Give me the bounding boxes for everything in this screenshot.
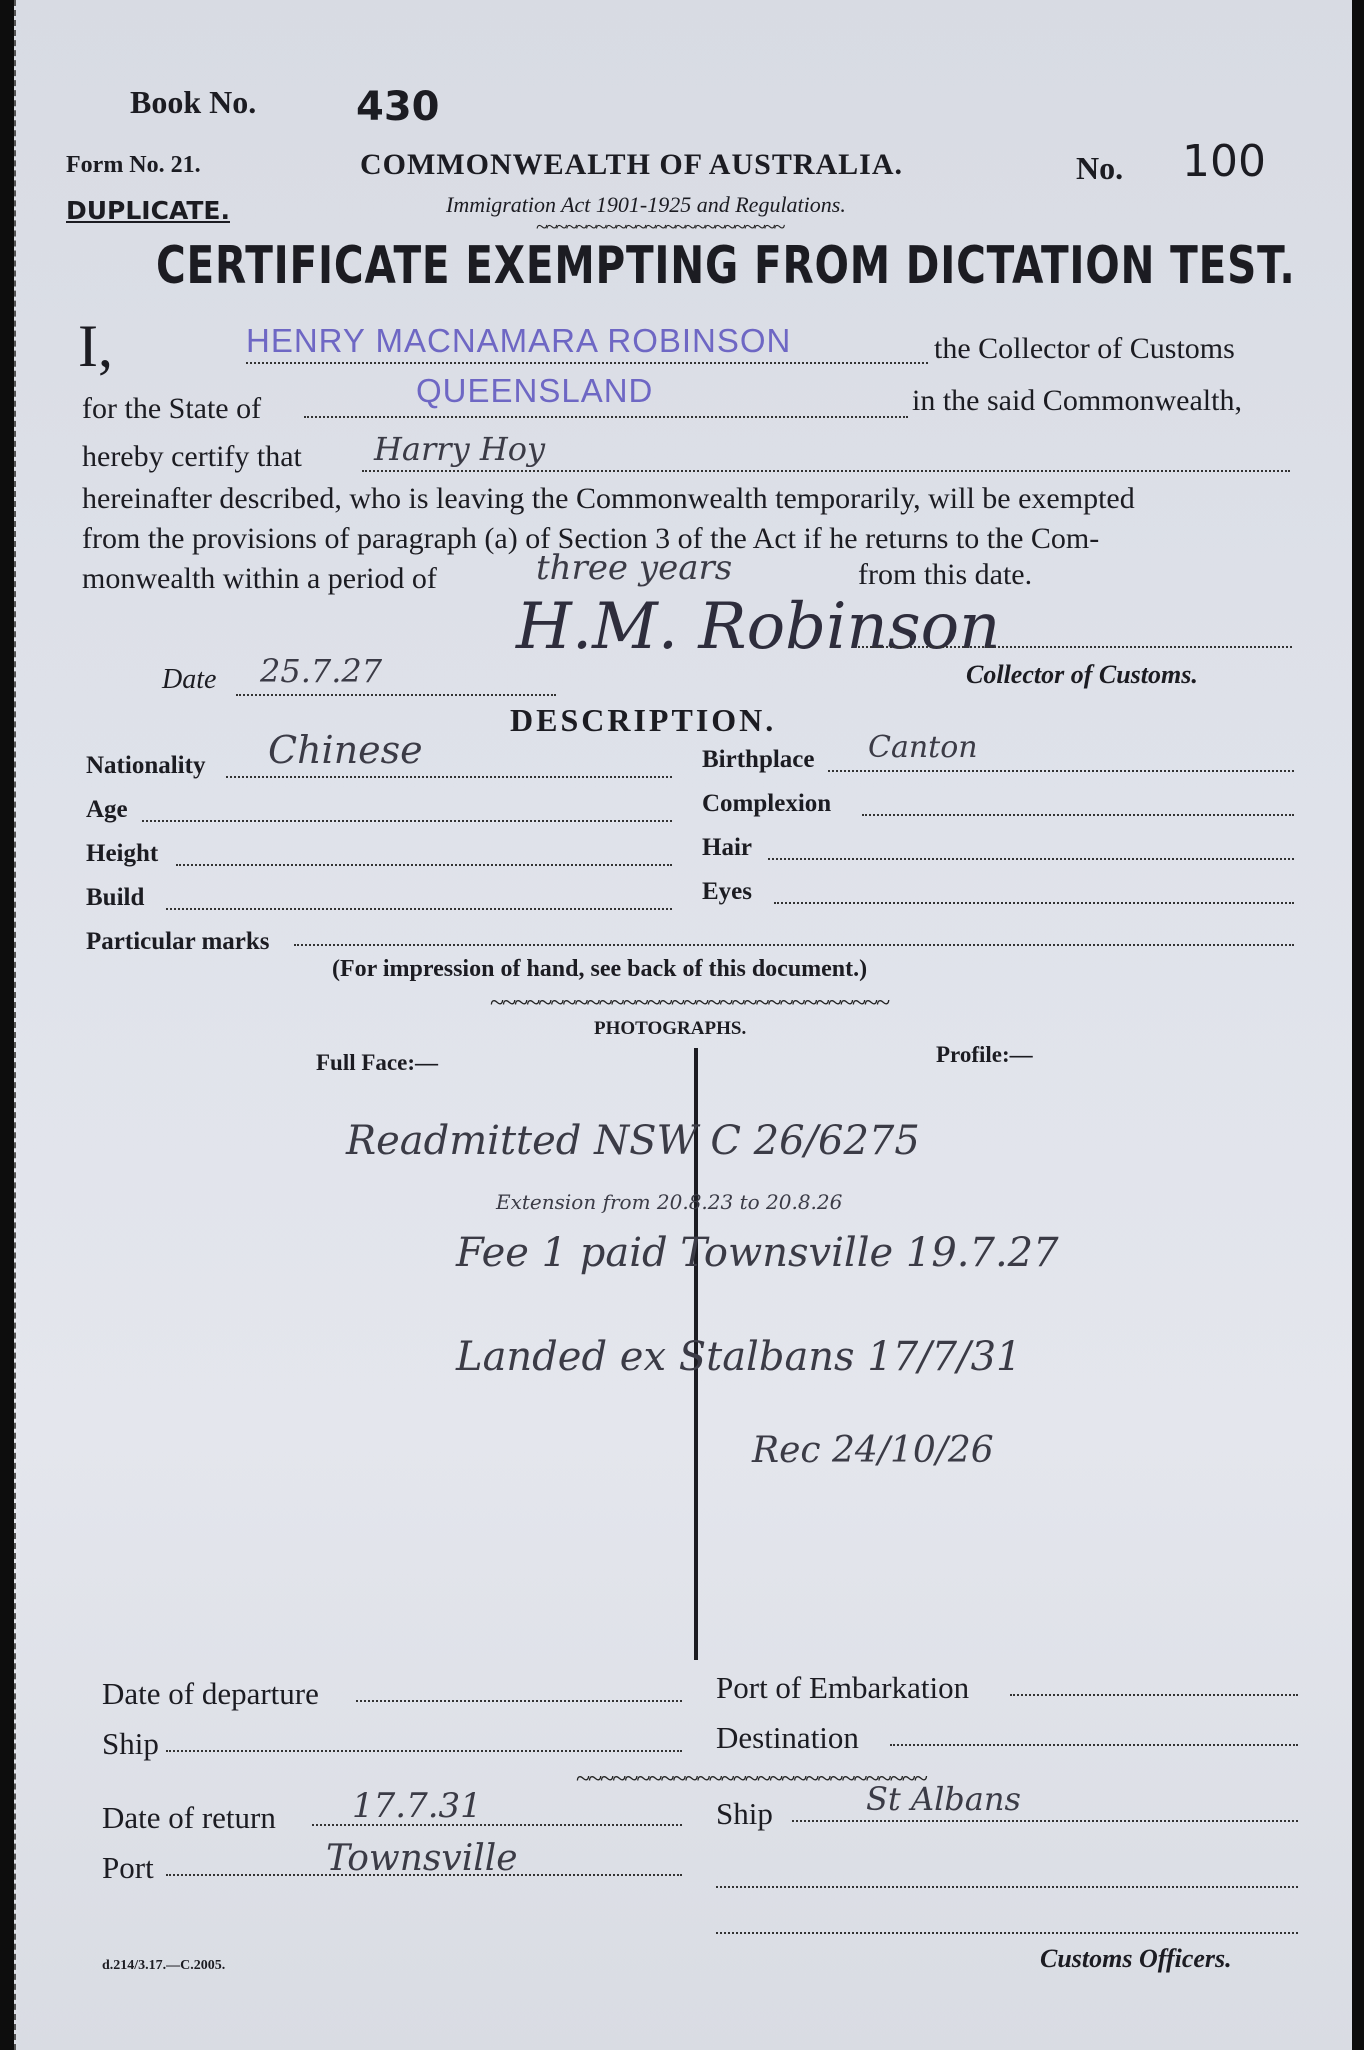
port-line [166,1874,682,1876]
hair-line [768,858,1294,860]
departure-label: Date of departure [102,1676,319,1711]
collector-of-customs-label: Collector of Customs. [966,660,1198,689]
no-label: No. [1076,150,1124,186]
holder-name: Harry Hoy [374,430,546,468]
ship2-line [792,1820,1298,1822]
hair-label: Hair [702,834,752,861]
eyes-label: Eyes [702,878,752,905]
book-number: 430 [356,84,440,130]
collector-name-stamp: HENRY MACNAMARA ROBINSON [246,322,792,359]
return-line [312,1824,682,1826]
certify-prefix: hereby certify that [82,440,302,473]
description-ornament: ~~~~~~~~~~~~~~~~~~~~~~~~~~~~~~~~~ [490,988,889,1017]
certificate-title: CERTIFICATE EXEMPTING FROM DICTATION TEST. [156,236,1296,296]
certificate-line-6-prefix: monwealth within a period of [82,562,437,595]
photo-note-received: Rec 24/10/26 [752,1430,994,1471]
state-line [304,416,908,418]
embarkation-label: Port of Embarkation [716,1670,970,1705]
birthplace-label: Birthplace [702,746,815,773]
port-value: Townsville [326,1838,518,1879]
particular-marks-label: Particular marks [86,928,270,955]
date-value: 25.7.27 [260,652,383,690]
act-ornament: ~~~~~~~~~~~~~~~~~~~~~~~~~ [536,214,784,239]
height-line [176,864,672,866]
ship-line [166,1750,682,1752]
certificate-document [14,0,1352,2050]
build-line [166,908,672,910]
form-label: Form No. 21. [66,152,201,178]
birthplace-value: Canton [868,730,978,765]
state-stamp: QUEENSLAND [416,372,654,409]
duplicate-label: DUPLICATE. [66,196,230,225]
ship-label: Ship [102,1726,159,1761]
photographs-heading: PHOTOGRAPHS. [594,1018,747,1039]
date-label: Date [162,664,217,695]
i-label: I, [78,313,113,379]
commonwealth-heading: COMMONWEALTH OF AUSTRALIA. [360,148,904,181]
height-label: Height [86,840,159,867]
ship2-value: St Albans [866,1780,1021,1818]
certificate-line-4: hereinafter described, who is leaving the Commonwealth temporarily, will be exempted [82,482,1135,515]
age-line [142,820,672,822]
photo-note-fee: Fee 1 paid Townsville 19.7.27 [456,1230,1059,1276]
certificate-line-6-suffix: from this date. [858,558,1033,591]
blank-line-1 [716,1886,1298,1888]
complexion-line [862,814,1294,816]
print-code: d.214/3.17.—C.2005. [102,1958,226,1973]
period-value: three years [536,548,733,588]
photo-note-readmitted: Readmitted NSW C 26/6275 [346,1118,920,1164]
return-value: 17.7.31 [352,1786,482,1826]
act-reference: Immigration Act 1901-1925 and Regulations. [446,192,846,217]
profile-label: Profile:— [936,1042,1033,1067]
state-suffix: in the said Commonwealth, [912,384,1242,417]
ship2-label: Ship [716,1796,773,1831]
hand-impression-note: (For impression of hand, see back of this document.) [332,956,868,982]
no-value: 100 [1182,136,1266,187]
book-label: Book No. [130,84,257,120]
holder-line [362,470,1290,472]
signature-line [858,646,1292,648]
age-label: Age [86,796,128,823]
photo-note-extension: Extension from 20.8.23 to 20.8.26 [496,1190,843,1214]
nationality-value: Chinese [268,728,423,772]
full-face-label: Full Face:— [316,1050,438,1075]
nationality-line [226,776,672,778]
nationality-label: Nationality [86,752,206,779]
return-label: Date of return [102,1800,276,1835]
travel-ornament: ~~~~~~~~~~~~~~~~~~~~~~~~~~~~~ [576,1764,926,1793]
destination-line [890,1744,1298,1746]
photo-note-landed: Landed ex Stalbans 17/7/31 [456,1334,1022,1380]
collector-signature: H.M. Robinson [516,590,1001,664]
build-label: Build [86,884,145,911]
eyes-line [774,902,1294,904]
particular-marks-line [294,944,1294,946]
collector-suffix: the Collector of Customs [934,332,1235,365]
departure-line [356,1700,682,1702]
certificate-line-5: from the provisions of paragraph (a) of Section 3 of the Act if he returns to the Com- [82,522,1100,555]
birthplace-line [828,770,1294,772]
state-prefix: for the State of [82,392,262,425]
date-line [236,694,556,696]
description-heading: DESCRIPTION. [510,702,777,738]
blank-line-2 [716,1932,1298,1934]
customs-officers-label: Customs Officers. [1040,1944,1232,1973]
destination-label: Destination [716,1720,859,1755]
embarkation-line [1010,1694,1298,1696]
complexion-label: Complexion [702,790,832,817]
port-label: Port [102,1850,154,1885]
collector-name-line [246,362,928,364]
